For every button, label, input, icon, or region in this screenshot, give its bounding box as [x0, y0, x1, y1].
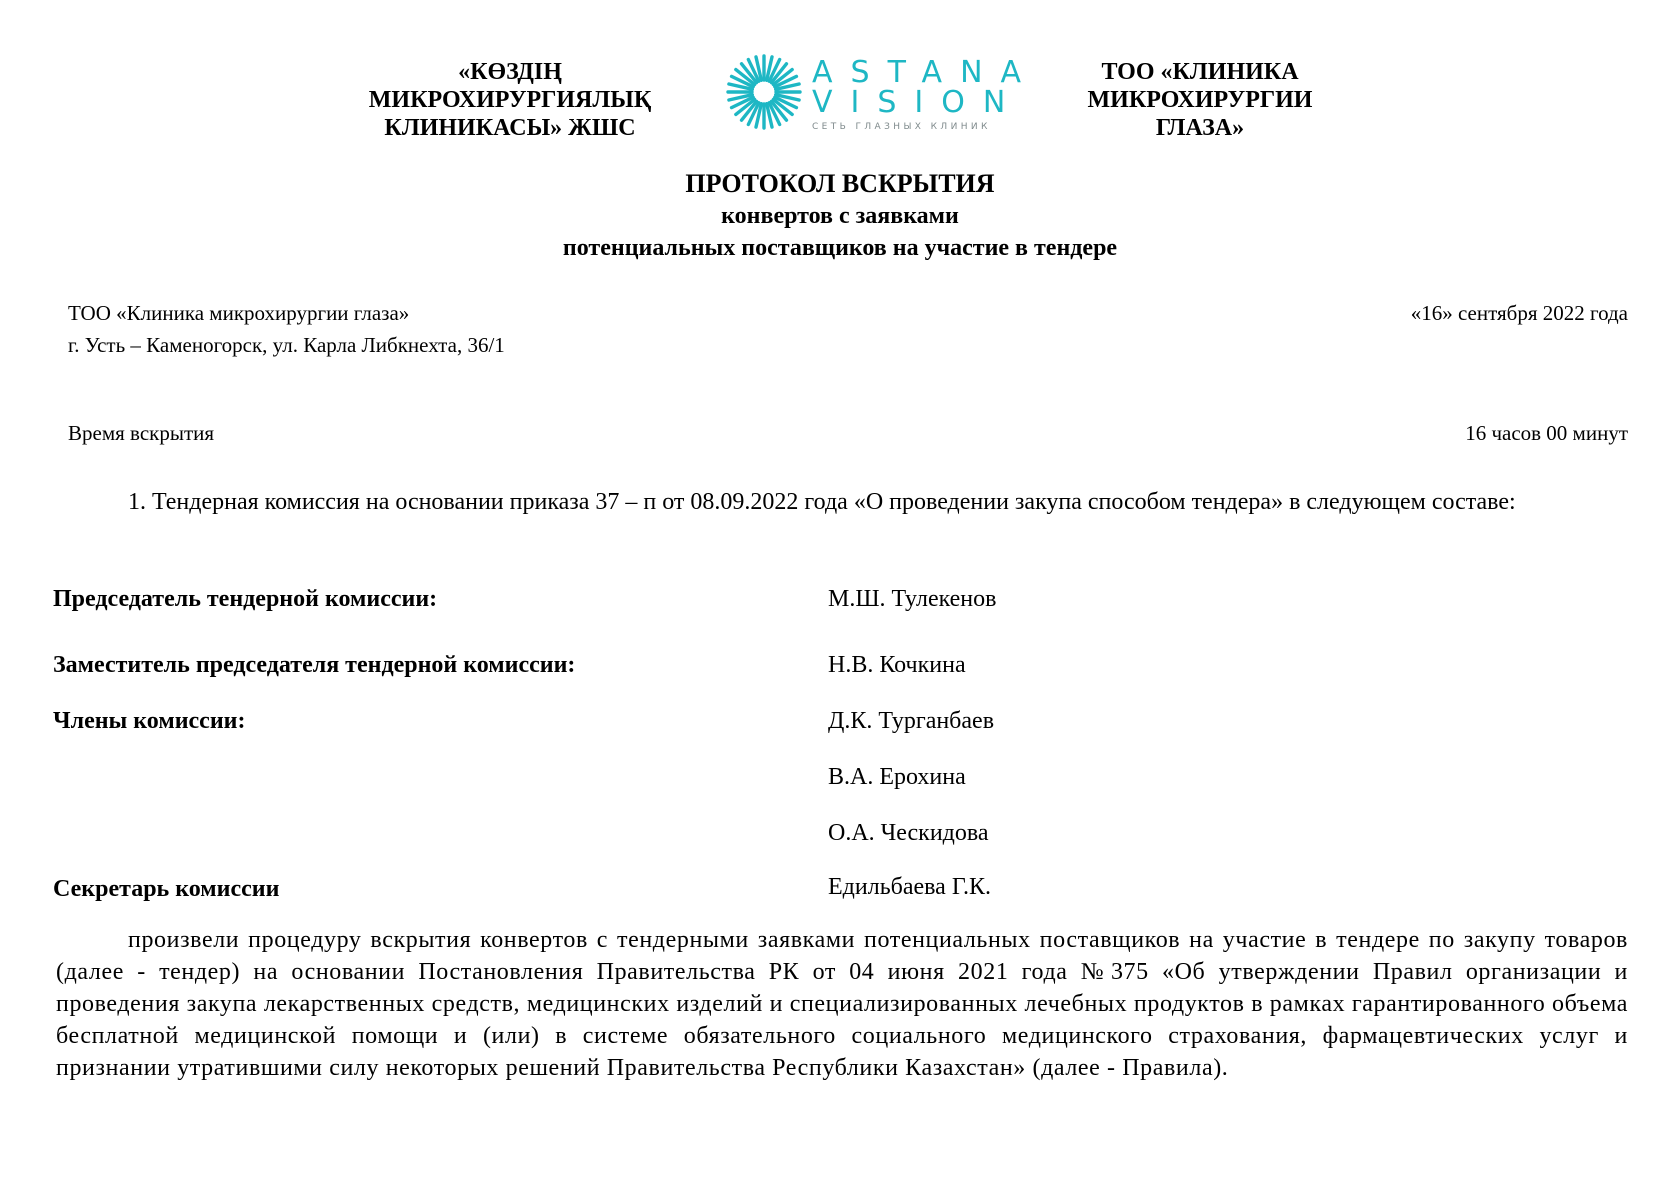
title-main: ПРОТОКОЛ ВСКРЫТИЯ [685, 169, 995, 198]
org-name-russian: ТОО «КЛИНИКА МИКРОХИРУРГИИ ГЛАЗА» [1087, 59, 1313, 141]
title-sub-2: потенциальных поставщиков на участие в тендере [562, 235, 1118, 261]
paragraph-commission-basis: 1. Тендерная комиссия на основании приказа 37 – п от 08.09.2022 года «О проведении закупа способом тендера» в следующем составе: [128, 489, 1516, 515]
member-name: Д.К. Турганбаев [828, 708, 995, 734]
deputy-name: Н.В. Кочкина [828, 652, 966, 678]
document-date: «16» сентября 2022 года [1410, 301, 1628, 325]
secretary-label: Секретарь комиссии [53, 876, 280, 902]
chair-name: М.Ш. Тулекенов [828, 586, 997, 612]
organizer-name: ТОО «Клиника микрохирургии глаза» [68, 301, 410, 325]
member-name: О.А. Ческидова [828, 820, 989, 846]
logo-word-astana: ASTANA [812, 55, 1040, 90]
secretary-name: Едильбаева Г.К. [828, 874, 991, 900]
member-name: В.А. Ерохина [828, 764, 966, 790]
astana-vision-logo [724, 52, 1040, 132]
title-sub-1: конвертов с заявками [721, 203, 959, 229]
logo-tagline: СЕТЬ ГЛАЗНЫХ КЛИНИК [812, 122, 991, 132]
document-title [0, 168, 1680, 264]
organizer-address: г. Усть – Каменогорск, ул. Карла Либкнехта, 36/1 [68, 333, 505, 357]
opening-time-label: Время вскрытия [68, 421, 215, 445]
sunburst-logo-icon [724, 52, 804, 132]
organizer-info [68, 297, 505, 361]
opening-time-value: 16 часов 00 минут [1465, 421, 1628, 445]
logo-word-vision: VISION [812, 85, 1024, 120]
org-name-kazakh: «КӨЗДІҢ МИКРОХИРУРГИЯЛЫҚ КЛИНИКАСЫ» ЖШС [368, 59, 652, 141]
deputy-label: Заместитель председателя тендерной комиссии: [53, 652, 576, 678]
paragraph-procedure: произвели процедуру вскрытия конвертов с тендерными заявками потенциальных поставщиков на участие в тендере по закупу товаров (далее - тендер) на основании Постановления Правительства РК от 04 июня 2021 года №375 «Об утверждении Правил организации и проведения закупа лекарственных средств, медицинских изделий и специализированных лечебных продуктов в рамках гарантированного объема бесплатной медицинской помощи и (или) в системе обязательного социального медицинского страхования, фармацевтических услуг и признании утратившими силу некоторых решений Правительства Республики Казахстан» (далее - Правила). [56, 927, 1628, 1081]
chair-label: Председатель тендерной комиссии: [53, 586, 438, 612]
members-label: Члены комиссии: [53, 708, 246, 734]
